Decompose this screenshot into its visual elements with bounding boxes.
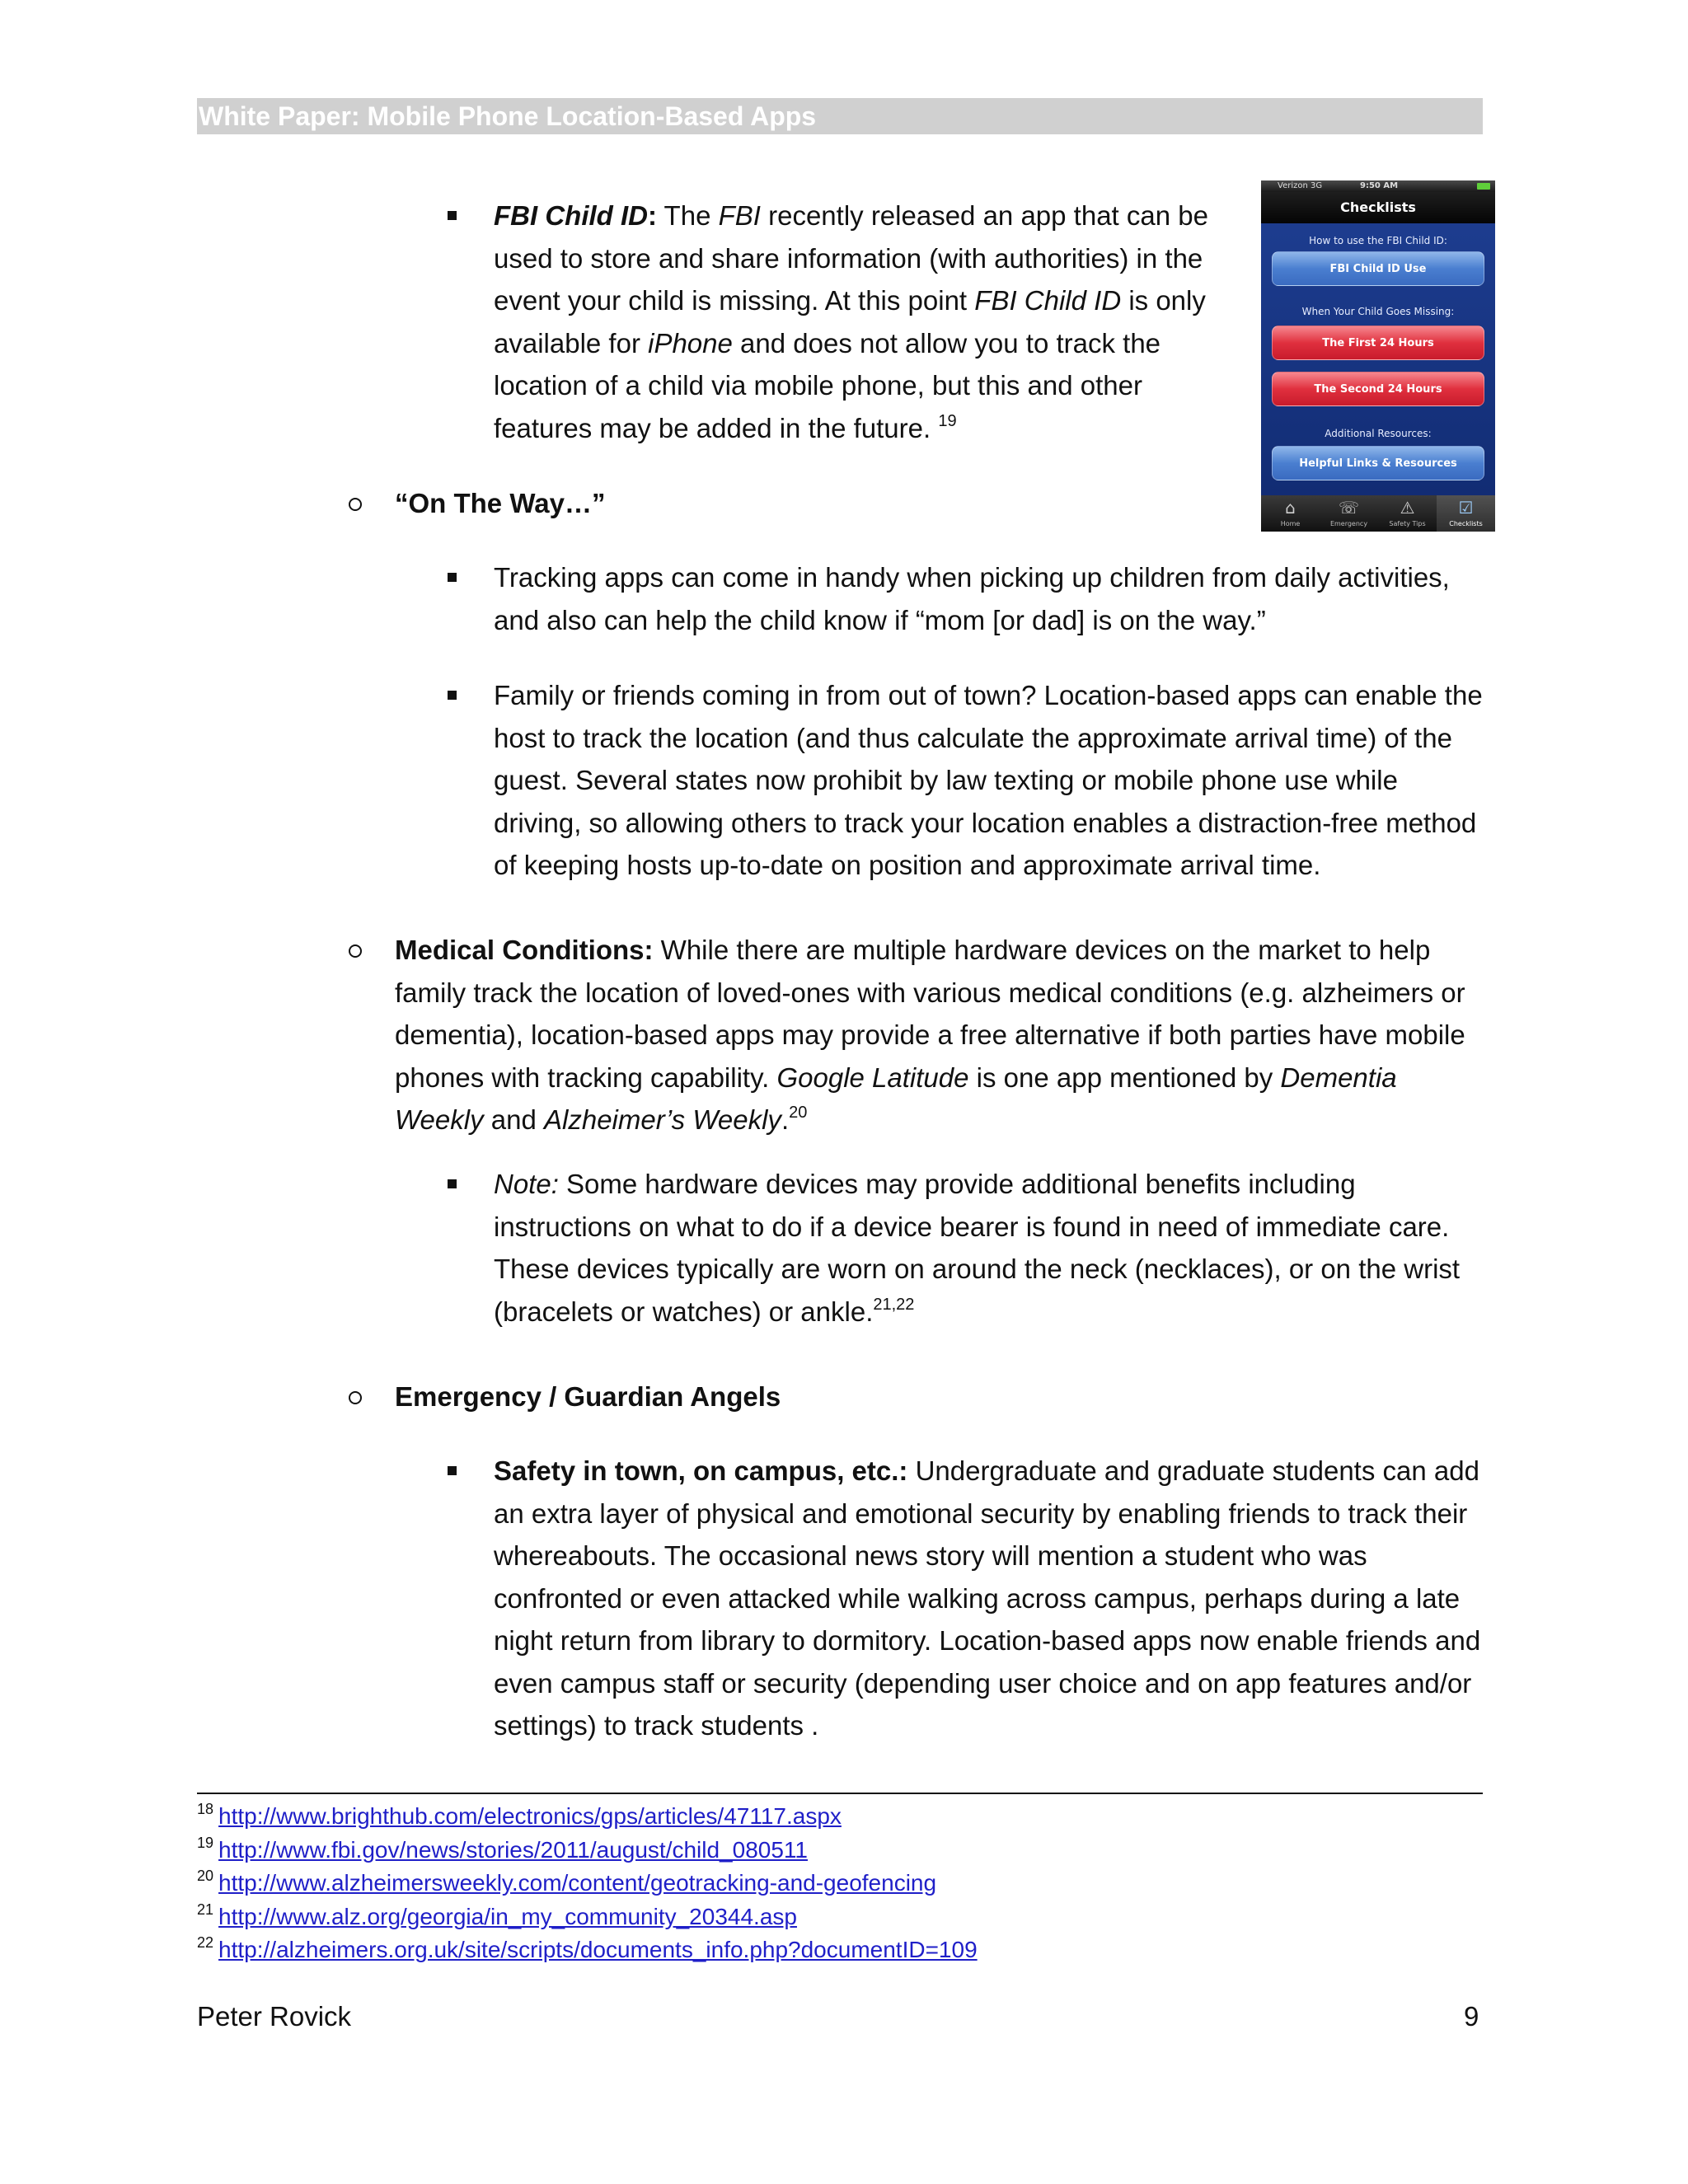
footer-author: Peter Rovick	[197, 2001, 352, 2032]
battery-icon	[1477, 183, 1490, 190]
phone-button-second-24: The Second 24 Hours	[1272, 372, 1484, 406]
footnote-link[interactable]: http://www.brighthub.com/electronics/gps/articles/47117.aspx	[218, 1803, 842, 1829]
footnote-link[interactable]: http://alzheimers.org.uk/site/scripts/documents_info.php?documentID=109	[218, 1937, 978, 1963]
heading-emergency	[395, 1376, 1491, 1418]
bullet-square	[448, 1466, 457, 1475]
footnote-item	[197, 1900, 1483, 1934]
footnote-link[interactable]: http://www.alz.org/georgia/in_my_community_20344.asp	[218, 1903, 797, 1929]
footnote-item	[197, 1867, 1483, 1900]
paragraph-fbi-child-id	[494, 194, 1236, 449]
footnote-number: 19	[197, 1834, 214, 1851]
footnote-ref: 19	[938, 411, 957, 430]
paragraph-family-friends: Family or friends coming in from out of town? Location-based apps can enable the host to track the location (and thus calculate the approximate arrival time) of the guest. Several states now prohibit by law texting or mobile phone use while driving, so allowing others to track your location enables a distraction-free method of keeping hosts up-to-date on position and approximate arrival time.	[494, 680, 1483, 880]
phone-tab-label: Home	[1280, 520, 1301, 527]
term-google-latitude: Google Latitude	[776, 1062, 969, 1093]
phone-button-helpful-links: Helpful Links & Resources	[1272, 446, 1484, 480]
bold-label: Safety in town, on campus, etc.:	[494, 1455, 908, 1486]
phone-section-label: How to use the FBI Child ID:	[1309, 235, 1447, 246]
bullet-square	[448, 691, 457, 700]
heading-text: Medical Conditions:	[395, 935, 654, 965]
footnote-number: 20	[197, 1868, 214, 1885]
heading-on-the-way	[395, 482, 1491, 525]
phone-tab-label: Emergency	[1329, 520, 1368, 527]
footnote-number: 21	[197, 1900, 214, 1918]
footnote-number: 18	[197, 1801, 214, 1817]
phone-tab-label: Checklists	[1449, 520, 1483, 527]
footnote-ref: 21,22	[873, 1295, 915, 1314]
carrier-label: Verizon 3G	[1278, 181, 1323, 190]
note-label: Note:	[494, 1169, 559, 1199]
warning-icon: ⚠	[1400, 498, 1415, 518]
phone-section-label: Additional Resources:	[1325, 428, 1432, 439]
footnotes	[197, 1800, 1483, 1967]
phone-icon: ☏	[1338, 498, 1359, 518]
paragraph-safety-in-town	[494, 1450, 1491, 1747]
fbi-app-screenshot	[1261, 180, 1495, 532]
checklist-icon: ☑	[1458, 498, 1474, 518]
phone-status-bar	[1261, 180, 1495, 192]
term-alzheimers-weekly: Alzheimer’s Weekly	[544, 1104, 781, 1135]
footnote-link[interactable]: http://www.fbi.gov/news/stories/2011/august/child_080511	[218, 1836, 808, 1863]
paragraph-tracking-apps: Tracking apps can come in handy when picking up children from daily activities, and also can help the child know if “mom [or dad] is on the way.”	[494, 562, 1450, 635]
term-fbi: FBI	[718, 200, 761, 231]
heading-text: Emergency / Guardian Angels	[395, 1381, 781, 1412]
text-run: and does not allow you to track the location of a child via mobile phone, but this and other features may be added in the future.	[494, 327, 1161, 443]
footnote-link[interactable]: http://www.alzheimersweekly.com/content/geotracking-and-geofencing	[218, 1870, 937, 1896]
colon: :	[647, 200, 657, 231]
footnote-item	[197, 1933, 1483, 1967]
text-run: Undergraduate and graduate students can add an extra layer of physical and emotional security by enabling friends to track their whereabouts. The occasional news story will mention a student who was confronted or even attacked while walking across campus, perhaps during a late night return from library to dormitory. Location-based apps now enable friends and even campus staff or security (depending user choice and on app features and/or settings) to track students .	[494, 1455, 1481, 1741]
page-number: 9	[1464, 2001, 1479, 2032]
bullet-circle	[349, 498, 362, 511]
footnote-number: 22	[197, 1934, 214, 1952]
running-header: White Paper: Mobile Phone Location-Based Apps	[197, 98, 1483, 134]
footnote-ref: 20	[789, 1104, 808, 1122]
bullet-circle	[349, 1391, 362, 1404]
footnote-separator	[197, 1793, 1483, 1794]
bullet-circle	[349, 944, 362, 958]
term-fbi-child-id: FBI Child ID	[974, 285, 1122, 316]
term-fbi-child-id: FBI Child ID	[494, 200, 648, 231]
footnote-item	[197, 1800, 1483, 1834]
bullet-square	[448, 211, 457, 220]
paragraph-note	[494, 1163, 1491, 1333]
clock-label: 9:50 AM	[1360, 181, 1399, 190]
text-run: Some hardware devices may provide additional benefits including instructions on what to do if a device bearer is found in need of immediate care. These devices typically are worn on around the neck (necklaces), or on the wrist (bracelets or watches) or ankle.	[494, 1169, 1461, 1327]
phone-section-label: When Your Child Goes Missing:	[1301, 306, 1455, 317]
text-run: is only available for	[494, 285, 1206, 359]
phone-button-child-id-use: FBI Child ID Use	[1272, 251, 1484, 286]
term-iphone: iPhone	[648, 327, 733, 359]
bullet-square	[448, 1179, 457, 1188]
text-run: recently released an app that can be used to store and share information (with authorities) in the event your child is missing. At this point	[494, 200, 1208, 316]
heading-text: “On The Way…”	[395, 488, 606, 518]
home-icon: ⌂	[1285, 498, 1296, 518]
text-run: is one app mentioned by	[968, 1062, 1281, 1093]
phone-tab-label: Safety Tips	[1389, 520, 1426, 527]
text-run: The	[656, 200, 719, 231]
phone-button-first-24: The First 24 Hours	[1272, 326, 1484, 360]
footnote-item	[197, 1834, 1483, 1868]
phone-nav-title: Checklists	[1261, 192, 1495, 223]
paragraph-medical-conditions	[395, 929, 1491, 1141]
text-run: While there are multiple hardware devices on the market to help family track the location of loved-ones with various medical conditions (e.g. alzheimers or dementia), location-based apps may provide a free alternative if both parties have mobile phones with tracking capability.	[395, 935, 1465, 1093]
text-run: and	[483, 1104, 544, 1135]
bullet-square	[448, 573, 457, 582]
term-dementia-weekly: Dementia Weekly	[395, 1062, 1397, 1135]
text-run: .	[781, 1104, 790, 1135]
